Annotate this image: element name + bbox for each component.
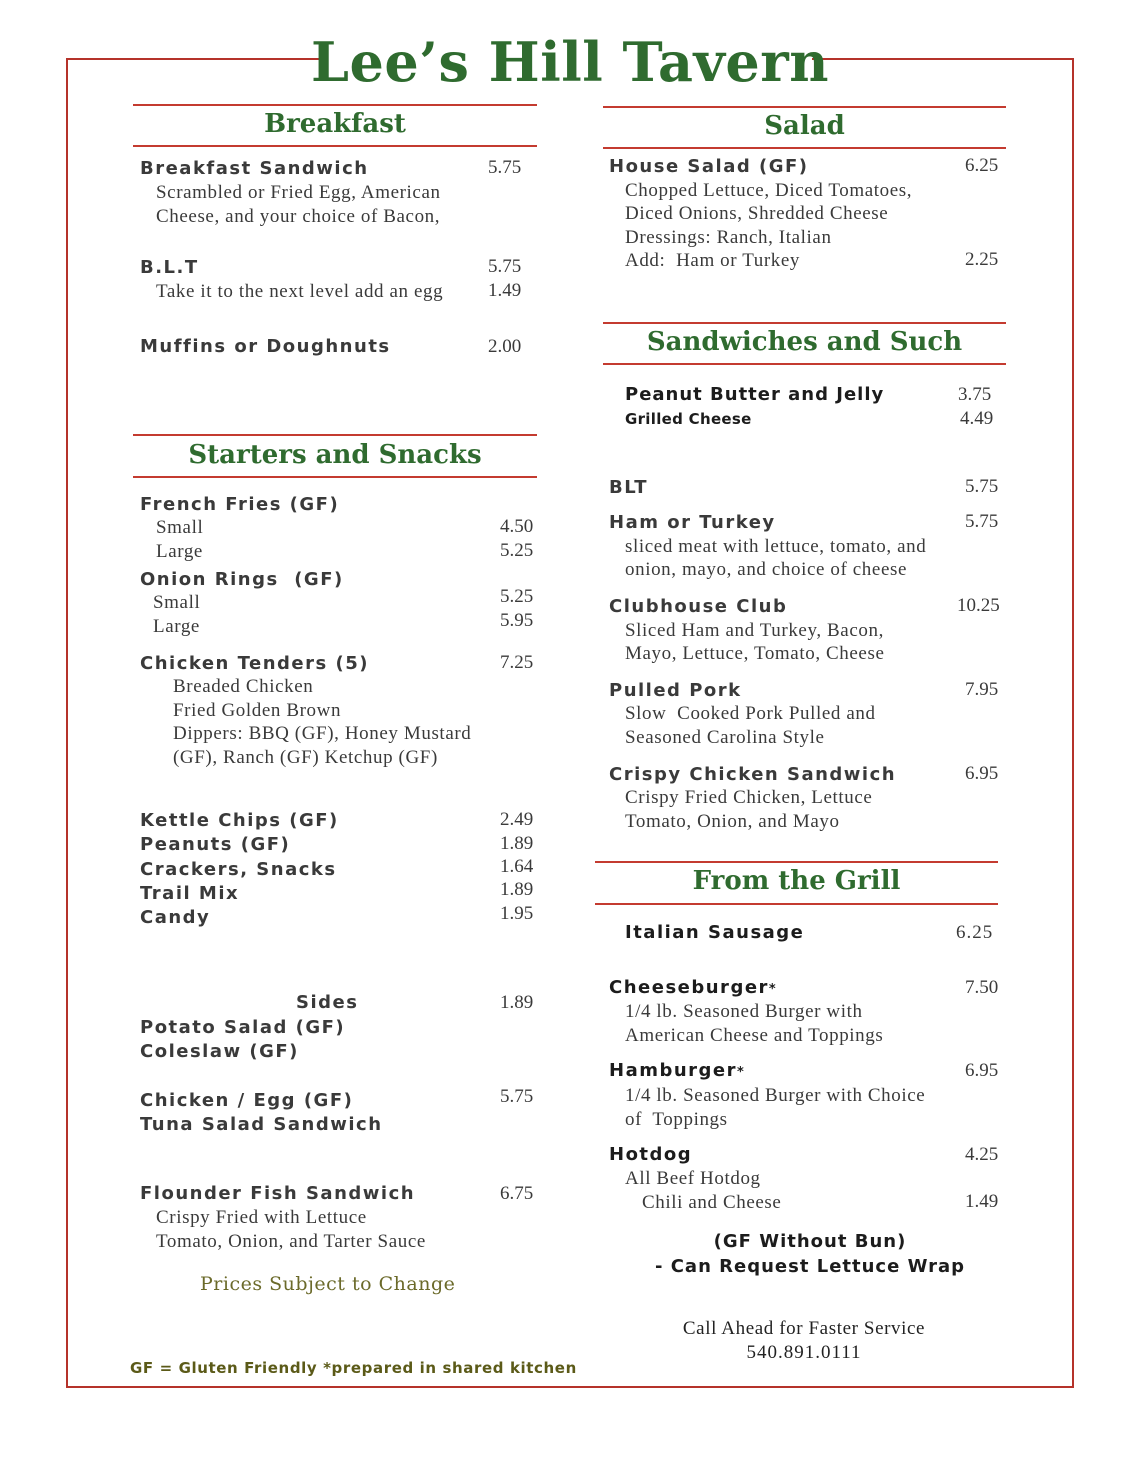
- item-name: Crispy Chicken Sandwich: [609, 764, 897, 785]
- item-name: Ham or Turkey: [609, 512, 776, 533]
- item-price: 6.75: [500, 1183, 534, 1204]
- item-price: 5.75: [488, 157, 522, 178]
- item-name: Trail Mix: [140, 883, 240, 904]
- item-desc: 1/4 lb. Seasoned Burger with: [625, 1001, 863, 1022]
- item-desc: American Cheese and Toppings: [625, 1025, 884, 1046]
- item-desc: Scrambled or Fried Egg, American: [156, 182, 441, 203]
- item-price: 5.75: [500, 1086, 534, 1107]
- item-price: 6.25: [965, 155, 999, 176]
- item-desc: Tomato, Onion, and Tarter Sauce: [156, 1231, 426, 1252]
- item-price: 7.95: [965, 679, 999, 700]
- breakfast-rule-top: [133, 104, 537, 106]
- item-size: Large: [153, 616, 200, 637]
- item-name: French Fries (GF): [140, 494, 340, 515]
- item-name: Kettle Chips (GF): [140, 810, 339, 831]
- grill-heading: From the Grill: [692, 866, 901, 896]
- item-name: Muffins or Doughnuts: [140, 336, 391, 357]
- item-price: 1.64: [500, 856, 534, 877]
- item-name: Hotdog: [609, 1144, 693, 1165]
- item-price: 1.49: [965, 1191, 999, 1212]
- item-desc: Chili and Cheese: [642, 1192, 782, 1213]
- item-name: Flounder Fish Sandwich: [140, 1183, 416, 1204]
- item-desc: sliced meat with lettuce, tomato, and: [625, 536, 927, 557]
- page-title: Lee’s Hill Tavern: [311, 30, 829, 94]
- item-desc: Tomato, Onion, and Mayo: [625, 811, 840, 832]
- item-desc: Fried Golden Brown: [173, 700, 342, 721]
- item-price: 6.25: [956, 922, 994, 943]
- breakfast-heading: Breakfast: [264, 109, 406, 139]
- sandwiches-heading: Sandwiches and Such: [646, 327, 963, 357]
- lettuce-wrap-note: - Can Request Lettuce Wrap: [654, 1256, 966, 1277]
- shared-kitchen-mark: *: [737, 1065, 746, 1080]
- item-price: 10.25: [957, 595, 1000, 616]
- item-name: Coleslaw (GF): [140, 1041, 299, 1062]
- salad-rule-top: [603, 106, 1006, 108]
- call-ahead-note: Call Ahead for Faster Service: [682, 1318, 926, 1339]
- item-desc: All Beef Hotdog: [625, 1168, 761, 1189]
- frame-left: [66, 58, 68, 1388]
- item-desc: Cheese, and your choice of Bacon,: [156, 206, 441, 227]
- item-price: 4.50: [500, 516, 534, 537]
- item-price: 2.00: [488, 336, 522, 357]
- item-name: Tuna Salad Sandwich: [140, 1114, 383, 1135]
- gluten-free-note: (GF Without Bun): [713, 1231, 907, 1252]
- starters-rule-bottom: [133, 476, 537, 478]
- item-price: 6.95: [965, 1060, 999, 1081]
- item-desc: Sliced Ham and Turkey, Bacon,: [625, 620, 884, 641]
- item-desc: of Toppings: [625, 1109, 728, 1130]
- sandwiches-rule-top: [603, 322, 1006, 324]
- shared-kitchen-mark: *: [768, 982, 778, 997]
- item-price: 1.95: [500, 903, 534, 924]
- item-desc: Dressings: Ranch, Italian: [625, 227, 832, 248]
- item-price: 4.25: [965, 1144, 999, 1165]
- item-price: 5.95: [500, 610, 534, 631]
- item-price: 1.89: [500, 833, 534, 854]
- item-name: Onion Rings (GF): [140, 569, 344, 590]
- phone-number: 540.891.0111: [746, 1342, 862, 1363]
- item-price: 5.75: [488, 256, 522, 277]
- item-name: House Salad (GF): [609, 156, 809, 177]
- item-name-text: Cheeseburger: [609, 977, 769, 998]
- item-name: Peanuts (GF): [140, 834, 291, 855]
- item-price: 2.49: [500, 809, 534, 830]
- item-name: Italian Sausage: [625, 922, 805, 943]
- item-name: Peanut Butter and Jelly: [625, 384, 885, 405]
- item-name: [609, 977, 777, 998]
- item-price: 3.75: [958, 384, 992, 405]
- item-name: Clubhouse Club: [609, 596, 788, 617]
- item-price: 5.75: [965, 511, 999, 532]
- item-price: 5.25: [500, 540, 534, 561]
- salad-rule-bottom: [603, 147, 1006, 149]
- item-name: Candy: [140, 907, 211, 928]
- frame-right: [1072, 58, 1074, 1388]
- sides-heading: Sides: [296, 992, 359, 1013]
- item-price: 4.49: [960, 408, 994, 429]
- item-desc: 1/4 lb. Seasoned Burger with Choice: [625, 1085, 926, 1106]
- item-desc: Mayo, Lettuce, Tomato, Cheese: [625, 643, 885, 664]
- item-desc: Slow Cooked Pork Pulled and: [625, 703, 876, 724]
- item-name: Breakfast Sandwich: [140, 158, 369, 179]
- item-name: Pulled Pork: [609, 680, 742, 701]
- item-name-text: Hamburger: [609, 1060, 738, 1081]
- item-price: 1.89: [500, 879, 534, 900]
- item-price: 7.25: [500, 652, 534, 673]
- item-desc: Seasoned Carolina Style: [625, 727, 825, 748]
- item-name: Crackers, Snacks: [140, 859, 337, 880]
- prices-note: Prices Subject to Change: [200, 1273, 456, 1295]
- item-size: Small: [156, 517, 204, 538]
- item-name: Chicken / Egg (GF): [140, 1090, 354, 1111]
- starters-rule-top: [133, 434, 537, 436]
- item-price: 2.25: [965, 249, 999, 270]
- item-name: BLT: [609, 477, 648, 498]
- starters-heading: Starters and Snacks: [188, 440, 482, 470]
- grill-rule-bottom: [595, 903, 998, 905]
- item-desc: Breaded Chicken: [173, 676, 314, 697]
- item-desc: Diced Onions, Shredded Cheese: [625, 203, 889, 224]
- item-name: [609, 1060, 745, 1081]
- item-desc: Take it to the next level add an egg: [156, 281, 444, 302]
- item-desc: Crispy Fried Chicken, Lettuce: [625, 787, 873, 808]
- item-size: Large: [156, 541, 203, 562]
- item-desc: Crispy Fried with Lettuce: [156, 1207, 367, 1228]
- item-size: Small: [153, 592, 201, 613]
- item-price: 6.95: [965, 763, 999, 784]
- item-desc: onion, mayo, and choice of cheese: [625, 559, 908, 580]
- item-desc: Dippers: BBQ (GF), Honey Mustard: [173, 723, 472, 744]
- item-desc: Add: Ham or Turkey: [625, 250, 801, 271]
- gluten-note: GF = Gluten Friendly *prepared in shared kitchen: [130, 1359, 577, 1377]
- item-price: 1.49: [488, 280, 522, 301]
- item-name: Chicken Tenders (5): [140, 653, 369, 674]
- item-name: Grilled Cheese: [625, 410, 752, 428]
- breakfast-rule-bottom: [133, 145, 537, 147]
- item-price: 5.75: [965, 476, 999, 497]
- sandwiches-rule-bottom: [603, 363, 1006, 365]
- item-desc: Chopped Lettuce, Diced Tomatoes,: [625, 180, 913, 201]
- frame-bottom: [66, 1386, 1074, 1388]
- item-desc: (GF), Ranch (GF) Ketchup (GF): [173, 747, 438, 768]
- item-name: Potato Salad (GF): [140, 1017, 346, 1038]
- item-price: 1.89: [500, 992, 534, 1013]
- grill-rule-top: [595, 861, 998, 863]
- salad-heading: Salad: [764, 111, 845, 141]
- item-price: 5.25: [500, 586, 534, 607]
- item-price: 7.50: [965, 977, 999, 998]
- item-name: B.L.T: [140, 257, 199, 278]
